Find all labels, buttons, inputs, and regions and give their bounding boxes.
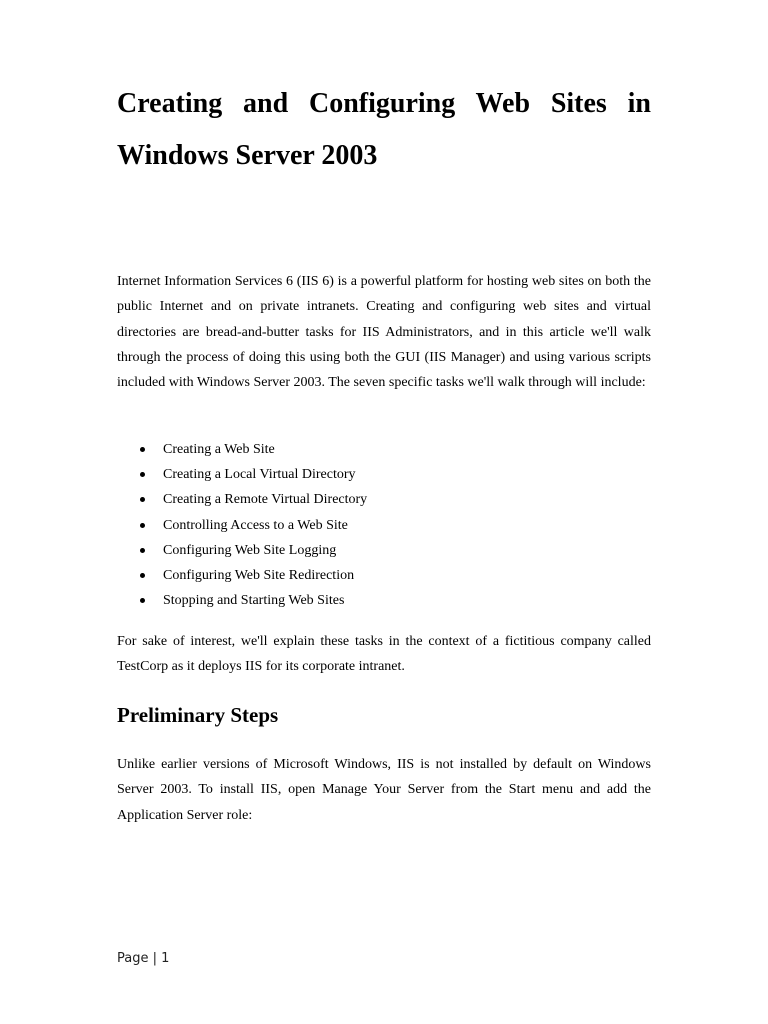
section-heading: Preliminary Steps: [117, 703, 279, 727]
bullet-icon: [140, 447, 145, 452]
list-item-text: Creating a Remote Virtual Directory: [163, 492, 368, 508]
list-item-text: Configuring Web Site Redirection: [163, 568, 355, 584]
bullet-icon: [140, 497, 145, 502]
page-footer: Page | 1: [117, 951, 170, 966]
list-item: [117, 487, 651, 512]
list-item-text: Configuring Web Site Logging: [163, 542, 337, 558]
intro-paragraph: Internet Information Services 6 (IIS 6) is a powerful platform for hosting web sites on both the public Internet and on private intranets. Creating and configuring web sites and virtual directories are bread-and-butter tasks for IIS Administrators, and in this article we'll walk through the process of doing this using both the GUI (IIS Manager) and using various scripts included with Windows Server 2003. The seven specific tasks we'll walk through will include:: [117, 274, 651, 391]
bullet-icon: [140, 573, 145, 578]
list-item: [117, 513, 651, 538]
list-item: [117, 462, 651, 487]
bullet-icon: [140, 548, 145, 553]
list-item: [117, 588, 651, 613]
document-title: Creating and Configuring Web Sites in Windows Server 2003: [117, 88, 651, 171]
task-list: [117, 437, 651, 613]
context-paragraph: For sake of interest, we'll explain these tasks in the context of a fictitious company called TestCorp as it deploys IIS for its corporate intranet.: [117, 634, 651, 675]
section-paragraph: Unlike earlier versions of Microsoft Windows, IIS is not installed by default on Windows Server 2003. To install IIS, open Manage Your Server from the Start menu and add the Application Server role:: [117, 757, 651, 823]
list-item: [117, 563, 651, 588]
bullet-icon: [140, 472, 145, 477]
list-item: [117, 437, 651, 462]
list-item-text: Controlling Access to a Web Site: [163, 517, 348, 533]
list-item: [117, 538, 651, 563]
bullet-icon: [140, 523, 145, 528]
list-item-text: Stopping and Starting Web Sites: [163, 593, 345, 609]
bullet-icon: [140, 598, 145, 603]
list-item-text: Creating a Web Site: [163, 442, 275, 457]
list-item-text: Creating a Local Virtual Directory: [163, 467, 356, 483]
